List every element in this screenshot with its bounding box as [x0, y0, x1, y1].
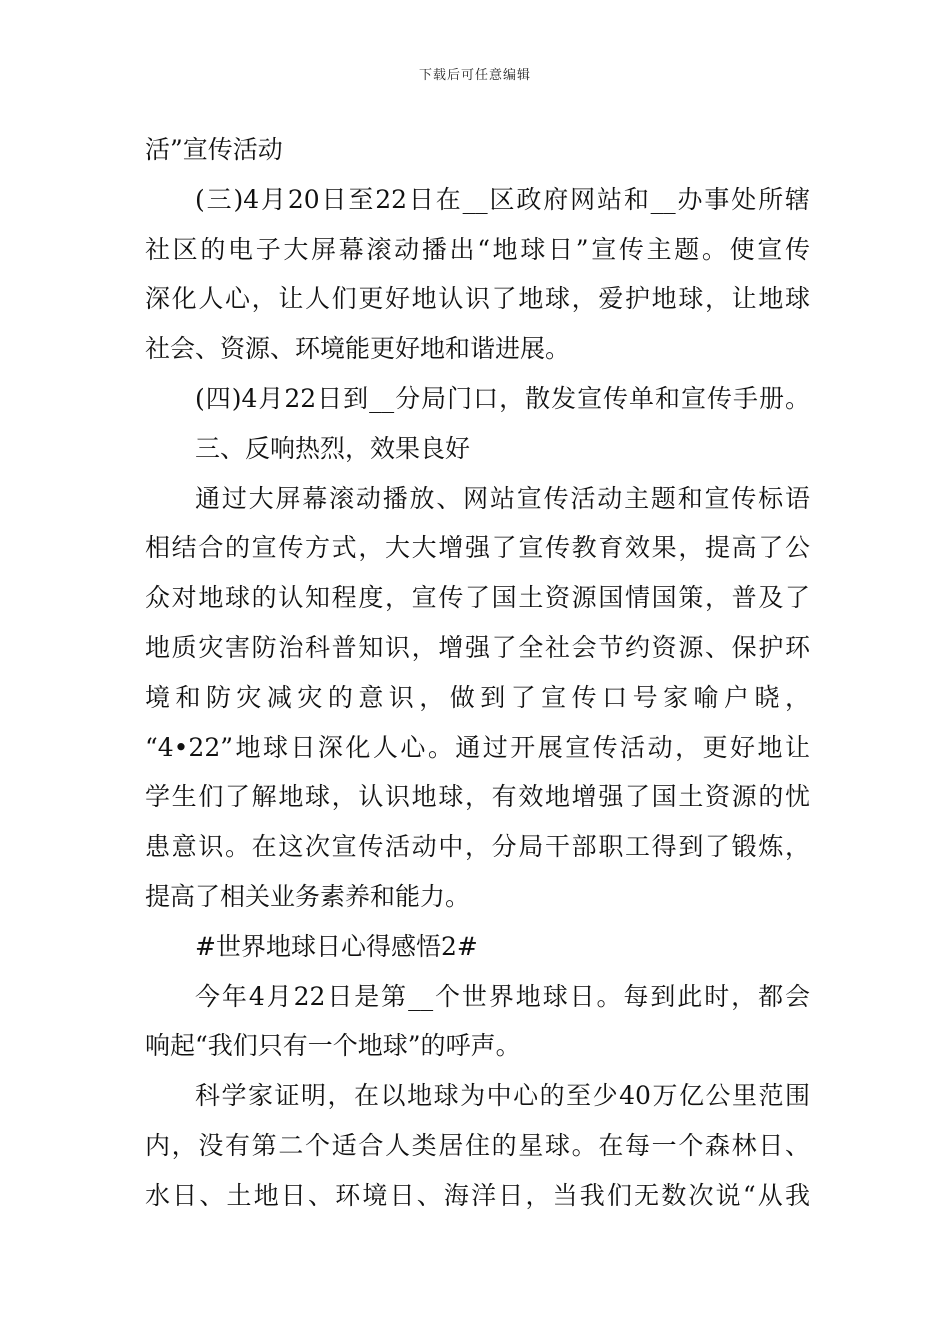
- text-line: “4•22”地球日深化人心。通过开展宣传活动，更好地让: [145, 732, 810, 762]
- page-header: 下载后可任意编辑: [418, 68, 531, 83]
- text-line: 今年4月22日是第__个世界地球日。每到此时，都会: [195, 981, 810, 1011]
- text-line: (三)4月20日至22日在__区政府网站和__办事处所辖: [195, 184, 810, 214]
- text-line: 相结合的宣传方式，大大增强了宣传教育效果，提高了公: [145, 533, 810, 563]
- text-line: 深化人心，让人们更好地认识了地球，爱护地球，让地球: [145, 284, 810, 314]
- document-body: [145, 125, 810, 1221]
- text-line: #世界地球日心得感悟2#: [195, 931, 478, 961]
- text-line: 内，没有第二个适合人类居住的星球。在每一个森林日、: [145, 1130, 810, 1160]
- text-line: 三、反响热烈，效果良好: [195, 433, 471, 463]
- text-line: 通过大屏幕滚动播放、网站宣传活动主题和宣传标语: [195, 483, 810, 513]
- text-line: 地质灾害防治科普知识，增强了全社会节约资源、保护环: [145, 632, 810, 662]
- text-line: 科学家证明，在以地球为中心的至少40万亿公里范围: [195, 1081, 810, 1111]
- text-line: 境和防灾减灾的意识，做到了宣传口号家喻户晓，: [145, 682, 810, 712]
- text-line: 学生们了解地球，认识地球，有效地增强了国土资源的忧: [145, 782, 810, 812]
- text-line: 患意识。在这次宣传活动中，分局干部职工得到了锻炼，: [145, 832, 810, 862]
- text-line: 社区的电子大屏幕滚动播出“地球日”宣传主题。使宣传: [145, 234, 810, 264]
- text-line: 响起“我们只有一个地球”的呼声。: [145, 1031, 521, 1061]
- text-line: 众对地球的认知程度，宣传了国土资源国情国策，普及了: [145, 583, 810, 613]
- text-line: 提高了相关业务素养和能力。: [145, 881, 471, 911]
- text-line: 水日、土地日、环境日、海洋日，当我们无数次说“从我: [145, 1180, 810, 1210]
- text-line: 活”宣传活动: [145, 135, 283, 164]
- text-line: (四)4月22日到__分局门口，散发宣传单和宣传手册。: [195, 383, 810, 413]
- text-line: 社会、资源、环境能更好地和谐进展。: [145, 334, 571, 364]
